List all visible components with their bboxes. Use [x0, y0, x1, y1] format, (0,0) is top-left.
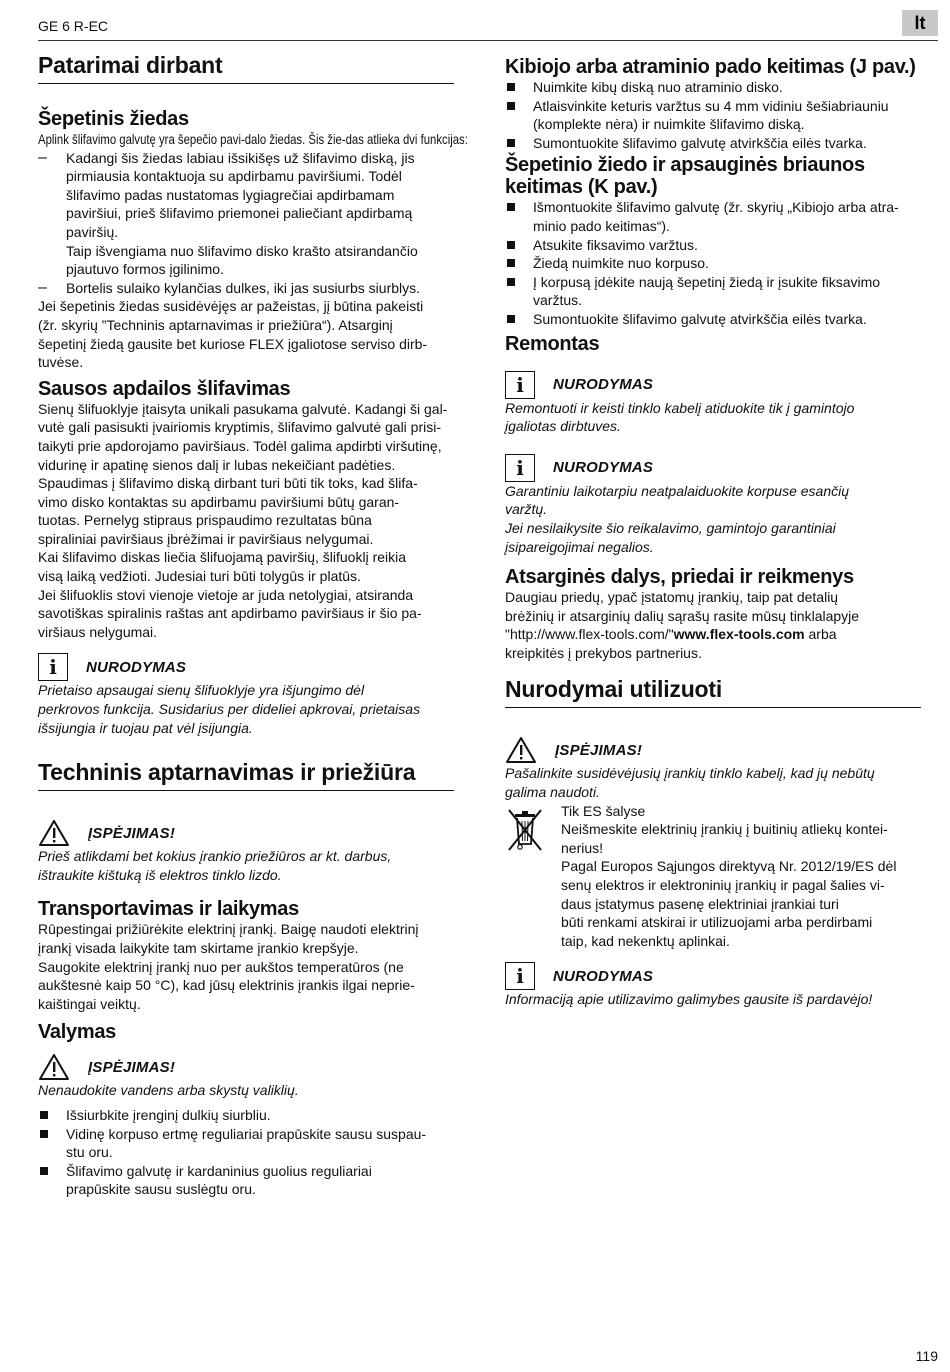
warning-header	[505, 736, 935, 764]
transport-title: Transportavimas ir laikymas	[38, 898, 299, 921]
work-tips-title: Patarimai dirbant	[38, 52, 454, 84]
square-bullet	[507, 241, 515, 249]
warning-header	[38, 819, 468, 847]
list-item: Žiedą nuimkite nuo korpuso.	[505, 254, 935, 273]
model-name: GE 6 R-EC	[38, 18, 109, 34]
brush-ring-title: Šepetinis žiedas	[38, 108, 189, 130]
list-item: Atsukite fiksavimo varžtus.	[505, 236, 935, 255]
repairs-title: Remontas	[505, 332, 600, 355]
warning-icon	[38, 819, 70, 847]
warning-title: ĮSPĖJIMAS!	[88, 1058, 176, 1076]
list-item: Šlifavimo galvutę ir kardaninius guolius reguliariai prapūskite sausu suslėgtu oru.	[38, 1162, 468, 1199]
square-bullet	[507, 315, 515, 323]
crossed-bin-icon	[505, 806, 545, 854]
dash-marker: –	[38, 278, 47, 296]
note-title: NURODYMAS	[553, 459, 654, 477]
note-header	[505, 454, 935, 482]
square-bullet	[507, 102, 515, 110]
square-bullet	[507, 203, 515, 211]
note-title: NURODYMAS	[86, 658, 187, 676]
eu-text: Tik ES šalyse Neišmeskite elektrinių įrankių į buitinių atliekų kontei- nerius! Pagal Europos Sąjungos direktyvą Nr. 2012/19/ES dėl senų elektros ir elektroninių įrankių ir pagal šalies vi- daus įstatymus pasenę elektriniai įrankiai turi būti renkami atskirai ir utilizuojami arba perdirbami taip, kad nekenktų aplinkai.	[561, 802, 897, 949]
square-bullet	[507, 278, 515, 286]
spare-parts-title: Atsarginės dalys, priedai ir reikmenys	[505, 566, 854, 589]
warning-header	[38, 1053, 468, 1081]
cleaning-title: Valymas	[38, 1021, 116, 1044]
brush-ring-intro: Aplink šlifavimo galvutę yra šepečio pavi-dalo žiedas. Šis žie-das atlieka dvi funkcijas:	[38, 131, 468, 147]
dry-sanding-title: Sausos apdailos šlifavimas	[38, 377, 291, 400]
language-badge: lt	[902, 10, 938, 36]
info-icon: i	[505, 371, 535, 399]
dash-marker: –	[38, 148, 47, 166]
eu-disposal	[505, 802, 935, 951]
warning-icon	[38, 1053, 70, 1081]
list-item: Išmontuokite šlifavimo galvutę (žr. skyrių „Kibiojo arba atra- minio pado keitimas“).	[505, 198, 935, 235]
warning-title: ĮSPĖJIMAS!	[88, 824, 176, 842]
disc-change-title: Kibiojo arba atraminio pado keitimas (J pav.)	[505, 56, 916, 78]
square-bullet	[507, 259, 515, 267]
list-item: Sumontuokite šlifavimo galvutę atvirkščia eilės tvarka.	[505, 310, 935, 329]
list-item: Išsiurbkite įrenginį dulkių siurbliu.	[38, 1106, 468, 1125]
list-item: – Bortelis sulaiko kylančias dulkes, iki jas susiurbs siurblys.	[38, 278, 421, 296]
disposal-title: Nurodymai utilizuoti	[505, 676, 921, 708]
list-item: Sumontuokite šlifavimo galvutę atvirkščia eilės tvarka.	[505, 134, 935, 153]
square-bullet	[507, 139, 515, 147]
list-item: Į korpusą įdėkite naują šepetinį žiedą ir įsukite fiksavimo varžtus.	[505, 273, 935, 310]
list-item: Atlaisvinkite keturis varžtus su 4 mm vidiniu šešiabriauniu (komplekte nėra) ir nuimkite šlifavimo diską.	[505, 97, 935, 134]
info-icon: i	[38, 653, 68, 681]
note-title: NURODYMAS	[553, 967, 654, 985]
square-bullet	[40, 1130, 48, 1138]
list-item: – Kadangi šis žiedas labiau išsikišęs už šlifavimo diską, jis pirmiausia kontaktuoja su apdirbamu paviršiumi. Todėl šlifavimo padas nustatomas lygiagrečiai apdirbamam paviršiui, prieš šlifavimo priemonei paliečiant apdirbamą paviršių. Taip išvengiama nuo šlifavimo disko krašto atsirandančio pjautuvo formos įgilinimo.	[38, 148, 418, 278]
square-bullet	[40, 1111, 48, 1119]
right-column: Kibiojo arba atraminio pado keitimas (J pav.) Nuimkite kibų diską nuo atraminio disko. Atlaisvinkite keturis varžtus su 4 mm vidiniu šešiabriauniu (komplekte nėra) ir nuimkite šlifavimo diską. Sumontuokite šlifavimo galvutę atvirkščia eilės tvarka. Šepetinio žiedo ir apsauginės briaunos keitimas (K pav.) Išmontuokite šlifavimo galvutę (žr. skyrių „Kibiojo arba atra- minio pado keitimas“). Atsukite fiksavimo varžtus. Žiedą nuimkite nuo korpuso. Į korpusą įdėkite naują šepetinį žiedą ir įsukite fiksavimo varžtus. Sumontuokite šlifavimo galvutę atvirkščia eilės tvarka. Remontas i NURODYMAS Remontuoti ir keisti tinklo kabelį atiduokite tik į gamintojo įgaliotas dirbtuves. i NURODYMAS Garantiniu laikotarpiu neatpalaiduokite korpuse esančių varžtų. Jei nesilaikysite šio reikalavimo, gamintojo garantiniai įsipareigojimai negalios. Atsarginės dalys, priedai ir reikmenys Daugiau priedų, ypač įstatomų įrankių, taip pat detalių brėžinių ir atsarginių dalių sąrašų rasite mūsų tinklalapyje "http://www.flex-tools.com/"www.flex-tools.com arba kreipkitės į prekybos partnerius. Nurodymai utilizuoti ĮSPĖJIMAS! Pašalinkite susidėvėjusių įrankių tinklo kabelį, kad jų nebūtų galima naudoti. Tik ES šalyse Neišmeskite elektrinių įrankių į buitinių atliekų kontei- nerius! Pagal Europos Sąjungos direktyvą Nr. 2012/19/ES dėl senų elektros ir elektroninių įrankių ir pagal šalies vi- daus įstatymus pasenę elektriniai įrankiai turi būti renkami atskirai ir utilizuojami arba perdirbami taip, kad nekenktų aplinkai. i NURODYMAS Informaciją apie utilizavimo galimybes gausite iš pardavėjo!	[505, 56, 935, 1009]
website-line: "http://www.flex-tools.com/"www.flex-tools.com arba	[505, 626, 837, 643]
note-title: NURODYMAS	[553, 376, 654, 394]
warning-icon	[505, 736, 537, 764]
list-item: Nuimkite kibų diską nuo atraminio disko.	[505, 78, 935, 97]
square-bullet	[40, 1167, 48, 1175]
info-icon: i	[505, 962, 535, 990]
warning-title: ĮSPĖJIMAS!	[555, 741, 643, 759]
list-item: Vidinę korpuso ertmę reguliariai prapūskite sausu suspau- stu oru.	[38, 1125, 468, 1162]
dry-sanding-text: Sienų šlifuoklyje įtaisyta unikali pasukama galvutė. Kadangi ši gal- vutė gali pasisukti įvairiomis kryptimis, šlifavimo galvutė gali prisi- taikyti prie apdorojamo paviršiaus. Todėl galima apdirbti viršutinę, vidurinę ir apatinę sienos dalį ir lubas nekeičiant padėties. Spaudimas į šlifavimo diską dirbant turi būti tik toks, kad šlifa- vimo disko kontaktas su apdirbamu paviršiumi būtų garan- tuotas. Pernelyg stipraus prispaudimo rezultatas būna spiraliniai paviršiaus įbrėžimai ir paviršiaus nelygumai. Kai šlifavimo diskas liečia šlifuojamą paviršių, šlifuoklį reikia visą laiką vedžioti. Judesiai turi būti tolygūs ir platūs. Jei šlifuoklis stovi vienoje vietoje ar juda netolygiai, atsiranda savotiškas spiralinis raštas ant apdirbamo paviršiaus ir šio pa- viršiaus nelygumai.	[38, 400, 448, 640]
page-number: 119	[915, 1348, 938, 1364]
square-bullet	[507, 83, 515, 91]
header-rule	[38, 40, 938, 41]
note-header	[505, 962, 935, 990]
note-header	[505, 371, 935, 399]
website-link[interactable]: www.flex-tools.com	[673, 626, 805, 643]
maintenance-title: Techninis aptarnavimas ir priežiūra	[38, 759, 454, 791]
info-icon: i	[505, 454, 535, 482]
note-header	[38, 653, 468, 681]
ring-change-title: Šepetinio žiedo ir apsauginės briaunos keitimas (K pav.)	[505, 154, 865, 199]
left-column: Patarimai dirbant Šepetinis žiedas Aplink šlifavimo galvutę yra šepečio pavi-dalo žiedas. Šis žie-das atlieka dvi funkcijas: – Kadangi šis žiedas labiau išsikišęs už šlifavimo diską, jis pirmiausia kontaktuoja su apdirbamu paviršiumi. Todėl šlifavimo padas nustatomas lygiagrečiai apdirbamam paviršiui, prieš šlifavimo priemonei paliečiant apdirbamą paviršių. Taip išvengiama nuo šlifavimo disko krašto atsirandančio pjautuvo formos įgilinimo. – Bortelis sulaiko kylančias dulkes, iki jas susiurbs siurblys. Jei šepetinis žiedas susidėvėjęs ar pažeistas, jį būtina pakeisti (žr. skyrių ”Techninis aptarnavimas ir priežiūra“). Atsarginį šepetinį žiedą gausite bet kuriose FLEX įgaliotose serviso dirb- tuvėse. Sausos apdailos šlifavimas Sienų šlifuoklyje įtaisyta unikali pasukama galvutė. Kadangi ši gal- vutė gali pasisukti įvairiomis kryptimis, šlifavimo galvutė gali prisi- taikyti prie apdorojamo paviršiaus. Todėl galima apdirbti viršutinę, vidurinę ir apatinę sienos dalį ir lubas nekeičiant padėties. Spaudimas į šlifavimo diską dirbant turi būti tik toks, kad šlifa- vimo disko kontaktas su apdirbamu paviršiumi būtų garan- tuotas. Pernelyg stipraus prispaudimo rezultatas būna spiraliniai paviršiaus įbrėžimai ir paviršiaus nelygumai. Kai šlifavimo diskas liečia šlifuojamą paviršių, šlifuoklį reikia visą laiką vedžioti. Judesiai turi būti tolygūs ir platūs. Jei šlifuoklis stovi vienoje vietoje ar juda netolygiai, atsiranda savotiškas spiralinis raštas ant apdirbamo paviršiaus ir šio pa- viršiaus nelygumai. i NURODYMAS Prietaiso apsaugai sienų šlifuoklyje yra išjungimo dėl perkrovos funkcija. Susidarius per dideliei apkrovai, prietaisas išsijungia ir tuojau pat vėl įsijungia. Techninis aptarnavimas ir priežiūra ĮSPĖJIMAS! Prieš atlikdami bet kokius įrankio priežiūros ar kt. darbus, ištraukite kištuką iš elektros tinklo lizdo. Transportavimas ir laikymas Rūpestingai prižiūrėkite elektrinį įrankį. Baigę naudoti elektrinį įrankį visada laikykite tam skirtame įrankio krepšyje. Saugokite elektrinį įrankį nuo per aukštos temperatūros (ne aukštesnė kaip 50 °C), kad jūsų elektrinis įrankis ilgai neprie- kaištingai veiktų. Valymas ĮSPĖJIMAS! Nenaudokite vandens arba skystų valiklių. Išsiurbkite įrenginį dulkių siurbliu. Vidinę korpuso ertmę reguliariai prapūskite sausu suspau- stu oru. Šlifavimo galvutę ir kardaninius guolius reguliariai prapūskite sausu suslėgtu oru.	[38, 52, 468, 1198]
